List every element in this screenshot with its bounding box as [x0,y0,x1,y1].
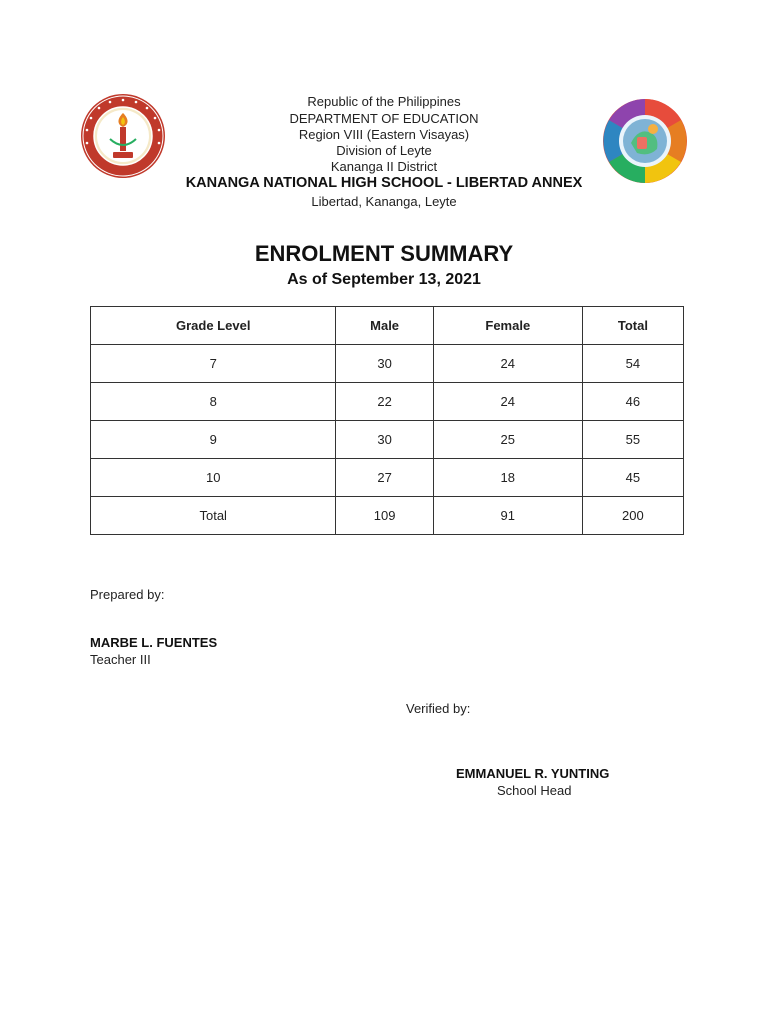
table-row [91,459,684,497]
cell-male: 22 [336,383,433,421]
cell-grade: 10 [91,459,336,497]
verified-by-label: Verified by: [406,701,471,716]
document-subtitle: As of September 13, 2021 [287,271,481,288]
verifier-role: School Head [497,783,572,798]
cell-male: 27 [336,459,433,497]
cell-male: 109 [336,497,433,535]
cell-male: 30 [336,421,433,459]
cell-total: 46 [582,383,683,421]
cell-female: 91 [433,497,582,535]
school-address: Libertad, Kananga, Leyte [311,194,457,209]
column-header-total: Total [582,307,683,345]
header-division: Division of Leyte [336,143,432,158]
cell-total: 45 [582,459,683,497]
cell-total: 200 [582,497,683,535]
table-row [91,421,684,459]
cell-grade: 8 [91,383,336,421]
table-row [91,383,684,421]
cell-female: 24 [433,383,582,421]
verifier-name: EMMANUEL R. YUNTING [456,766,610,781]
cell-grade: 7 [91,345,336,383]
cell-grade: 9 [91,421,336,459]
preparer-role: Teacher III [90,652,151,667]
column-header-female: Female [433,307,582,345]
cell-total: 54 [582,345,683,383]
table-header-row [91,307,684,345]
cell-grade: Total [91,497,336,535]
cell-male: 30 [336,345,433,383]
column-header-male: Male [336,307,433,345]
column-header-grade-level: Grade Level [91,307,336,345]
enrolment-table [90,306,684,535]
prepared-by-label: Prepared by: [90,587,165,602]
header-department: DEPARTMENT OF EDUCATION [289,111,479,126]
preparer-name: MARBE L. FUENTES [90,635,218,650]
table-row [91,345,684,383]
header-republic: Republic of the Philippines [307,94,461,109]
cell-female: 25 [433,421,582,459]
table-total-row [91,497,684,535]
header-district: Kananga II District [330,159,438,174]
cell-female: 18 [433,459,582,497]
header-region: Region VIII (Eastern Visayas) [298,127,470,142]
cell-female: 24 [433,345,582,383]
school-name: KANANGA NATIONAL HIGH SCHOOL - LIBERTAD ANNEX [185,175,583,191]
document-title: ENROLMENT SUMMARY [254,241,514,266]
cell-total: 55 [582,421,683,459]
